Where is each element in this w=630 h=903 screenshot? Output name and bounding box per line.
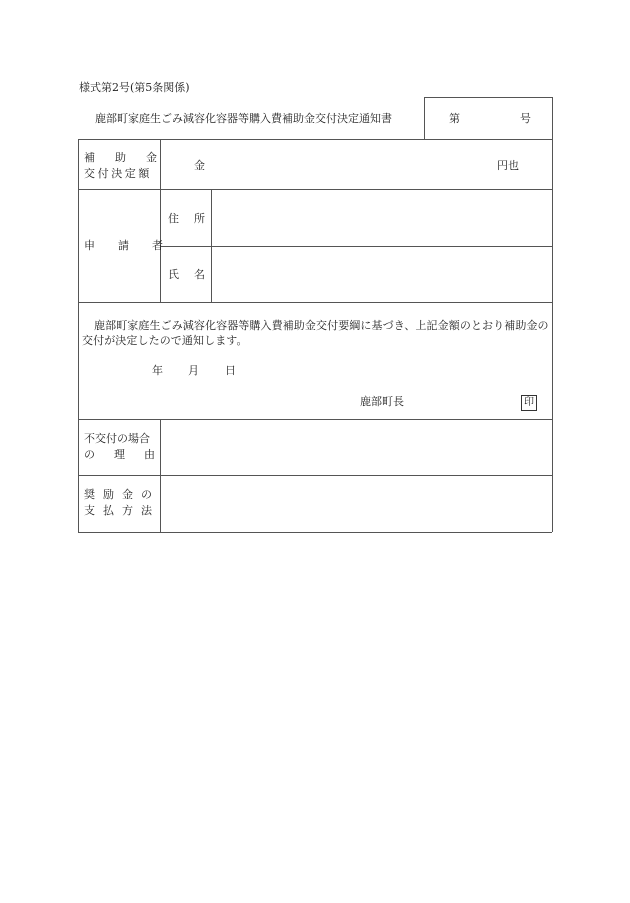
amount-currency-prefix: 金 [194,159,205,172]
amount-label-text: 補助金 [84,151,177,164]
row-divider [78,139,552,140]
row-divider [78,475,552,476]
refusal-label-line2: の理由 [84,448,174,461]
address-label: 住所 [168,212,220,225]
issuer-name: 鹿部町長 [360,395,404,408]
date-year: 年 [152,364,163,377]
number-box-top [424,97,552,98]
amount-label-line1 [84,151,177,165]
date-day: 日 [225,364,236,377]
form-number: 様式第2号(第5条関係) [79,81,190,94]
row-divider [78,302,552,303]
refusal-reason-field[interactable] [165,424,547,471]
amount-value-field[interactable] [216,152,486,178]
table-right-border [552,97,553,532]
label-column-divider [160,419,161,532]
number-box-left [424,97,425,139]
name-label: 氏名 [168,268,220,281]
applicant-label: 申請者 [84,239,186,252]
amount-currency-suffix: 円也 [497,159,519,172]
applicant-subcolumn-divider [211,189,212,302]
row-divider [78,189,552,190]
table-left-border [78,139,79,532]
row-divider [160,246,552,247]
refusal-label-line1: 不交付の場合 [84,432,150,445]
payment-method-field[interactable] [165,480,547,527]
payment-label-line2: 支払方法 [84,504,160,517]
document-title: 鹿部町家庭生ごみ減容化容器等購入費補助金交付決定通知書 [95,112,392,125]
name-field[interactable] [215,251,547,298]
number-prefix: 第 [449,112,460,125]
notice-body: 鹿部町家庭生ごみ減容化容器等購入費補助金交付要綱に基づき、上記金額のとおり補助金の交付が決定したので通知します。 [82,319,549,347]
amount-label-line2: 交付決定額 [84,167,152,180]
seal-mark: 印 [521,395,537,411]
date-month: 月 [188,364,199,377]
number-suffix: 号 [520,112,531,125]
address-field[interactable] [215,194,547,242]
row-divider [78,419,552,420]
table-bottom-border [78,532,552,533]
payment-label-line1: 奨励金の [84,488,160,501]
